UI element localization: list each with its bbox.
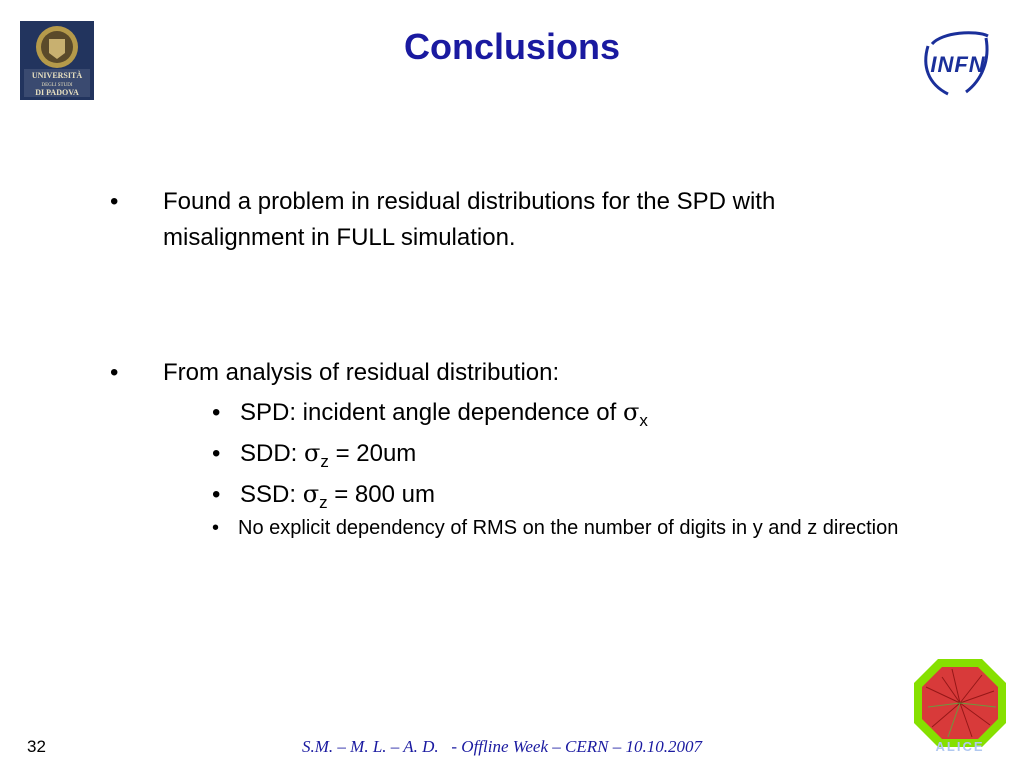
subitem-rms-text: No explicit dependency of RMS on the number of digits in y and z direction <box>238 517 899 539</box>
subitem-rms-dependency <box>212 513 912 543</box>
subitem-marker: • <box>212 481 221 508</box>
subitem-marker: • <box>212 517 220 539</box>
padova-logo-line3: DI PADOVA <box>35 88 79 97</box>
sigma-subscript: x <box>639 411 648 430</box>
subitem-marker: • <box>212 440 221 467</box>
subitem-suffix: = 20um <box>328 440 417 467</box>
sigma-subscript: z <box>320 452 329 471</box>
bullet-marker: • <box>110 188 119 215</box>
sigma-subscript: z <box>319 493 328 512</box>
alice-logo-text: ALICE <box>935 739 985 753</box>
infn-logo <box>918 30 996 100</box>
bullet-residual-analysis: From analysis of residual distribution: <box>163 359 560 386</box>
slide-title: Conclusions <box>403 26 621 67</box>
bullet-marker: • <box>110 359 119 386</box>
subitem-ssd <box>212 479 435 512</box>
page-number: 32 <box>27 737 46 756</box>
padova-logo-line1: UNIVERSITÀ <box>31 71 83 80</box>
subitem-sdd <box>212 438 416 471</box>
sigma-symbol: σ <box>302 480 320 508</box>
bullet-found-problem: Found a problem in residual distributions for the SPD with misalignment in FULL simulation. <box>163 188 776 251</box>
sigma-symbol: σ <box>304 439 321 467</box>
sigma-symbol: σ <box>622 398 640 426</box>
subitem-prefix: SDD: <box>240 440 305 467</box>
subitem-suffix: = 800 um <box>327 481 435 508</box>
footer-credit: S.M. – M. L. – A. D. - Offline Week – CERN – 10.10.2007 <box>302 737 702 756</box>
subitem-spd <box>212 397 648 430</box>
subitem-marker: • <box>212 399 221 426</box>
subitem-prefix: SSD: <box>240 481 303 508</box>
infn-logo-text: INFN <box>930 52 986 77</box>
padova-logo-line2: DEGLI STUDI <box>41 83 73 88</box>
subitem-prefix: SPD: incident angle dependence of <box>240 399 623 426</box>
